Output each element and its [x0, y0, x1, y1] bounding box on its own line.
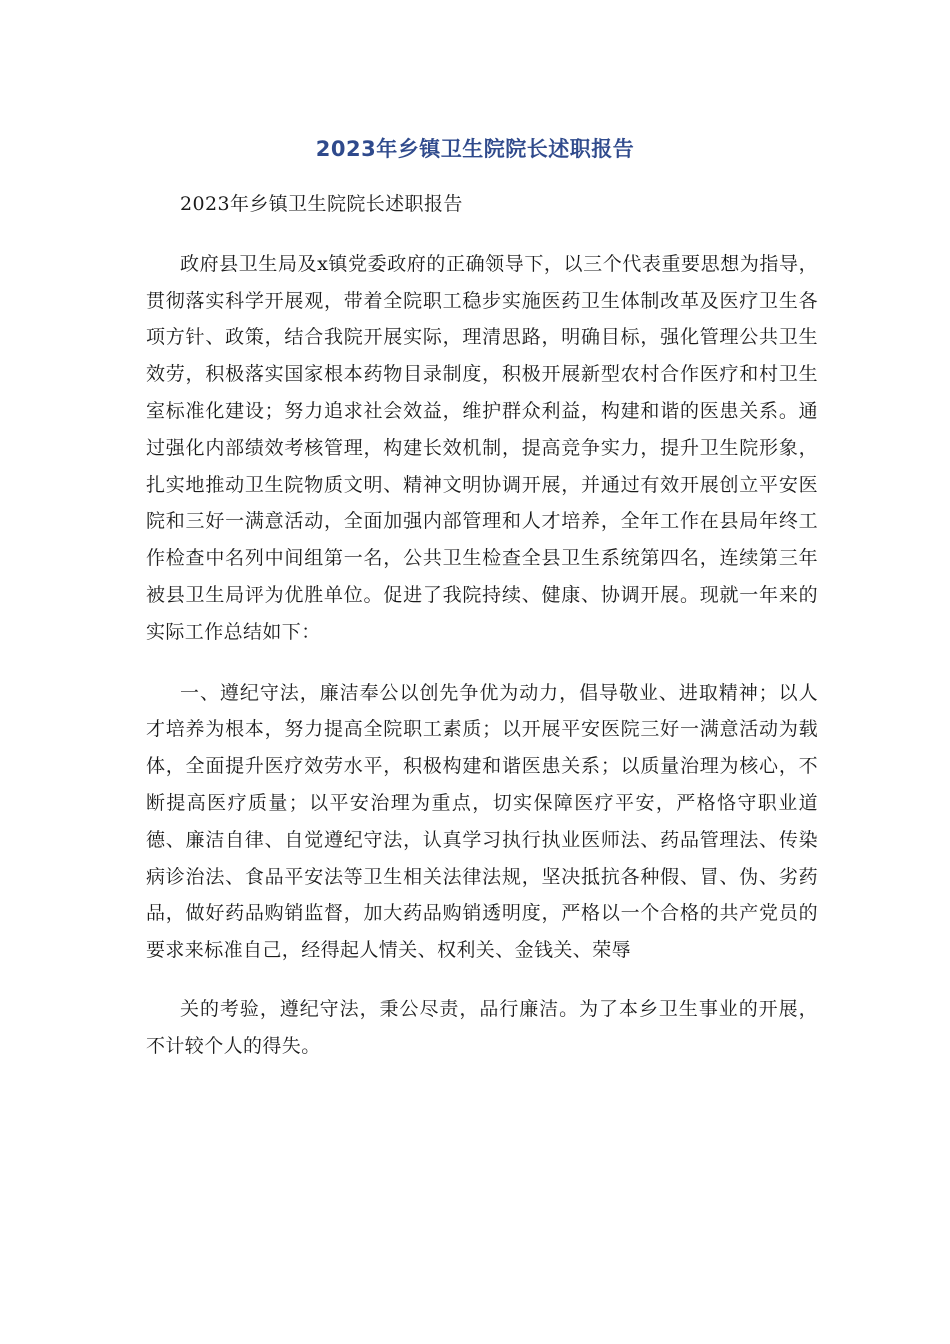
document-title: 2023年乡镇卫生院院长述职报告 — [315, 137, 635, 161]
paragraph-continuation: 关的考验，遵纪守法，秉公尽责，品行廉洁。为了本乡卫生事业的开展，不计较个人的得失。 — [146, 997, 818, 1057]
document-body — [146, 186, 818, 1065]
paragraph-intro: 政府县卫生局及x镇党委政府的正确领导下，以三个代表重要思想为指导，贯彻落实科学开展观，带着全院职工稳步实施医药卫生体制改革及医疗卫生各项方针、政策，结合我院开展实际，理清思路，明确目标，强化管理公共卫生效劳，积极落实国家根本药物目录制度，积极开展新型农村合作医疗和村卫生室标准化建设；努力追求社会效益，维护群众利益，构建和谐的医患关系。通过强化内部绩效考核管理，构建长效机制，提高竞争实力，提升卫生院形象，扎实地推动卫生院物质文明、精神文明协调开展，并通过有效开展创立平安医院和三好一满意活动，全面加强内部管理和人才培养，全年工作在县局年终工作检查中名列中间组第一名，公共卫生检查全县卫生系统第四名，连续第三年被县卫生局评为优胜单位。促进了我院持续、健康、协调开展。现就一年来的实际工作总结如下： — [146, 252, 818, 643]
paragraph-subtitle: 2023年乡镇卫生院院长述职报告 — [180, 193, 463, 215]
paragraph-section-one: 一、遵纪守法，廉洁奉公以创先争优为动力，倡导敬业、进取精神；以人才培养为根本，努力提高全院职工素质；以开展平安医院三好一满意活动为载体，全面提升医疗效劳水平，积极构建和谐医患关系；以质量治理为核心，不断提高医疗质量；以平安治理为重点，切实保障医疗平安，严格恪守职业道德、廉洁自律、自觉遵纪守法，认真学习执行执业医师法、药品管理法、传染病诊治法、食品平安法等卫生相关法律法规，坚决抵抗各种假、冒、伪、劣药品，做好药品购销监督，加大药品购销透明度，严格以一个合格的共产党员的要求来标准自己，经得起人情关、权利关、金钱关、荣辱 — [146, 681, 818, 962]
